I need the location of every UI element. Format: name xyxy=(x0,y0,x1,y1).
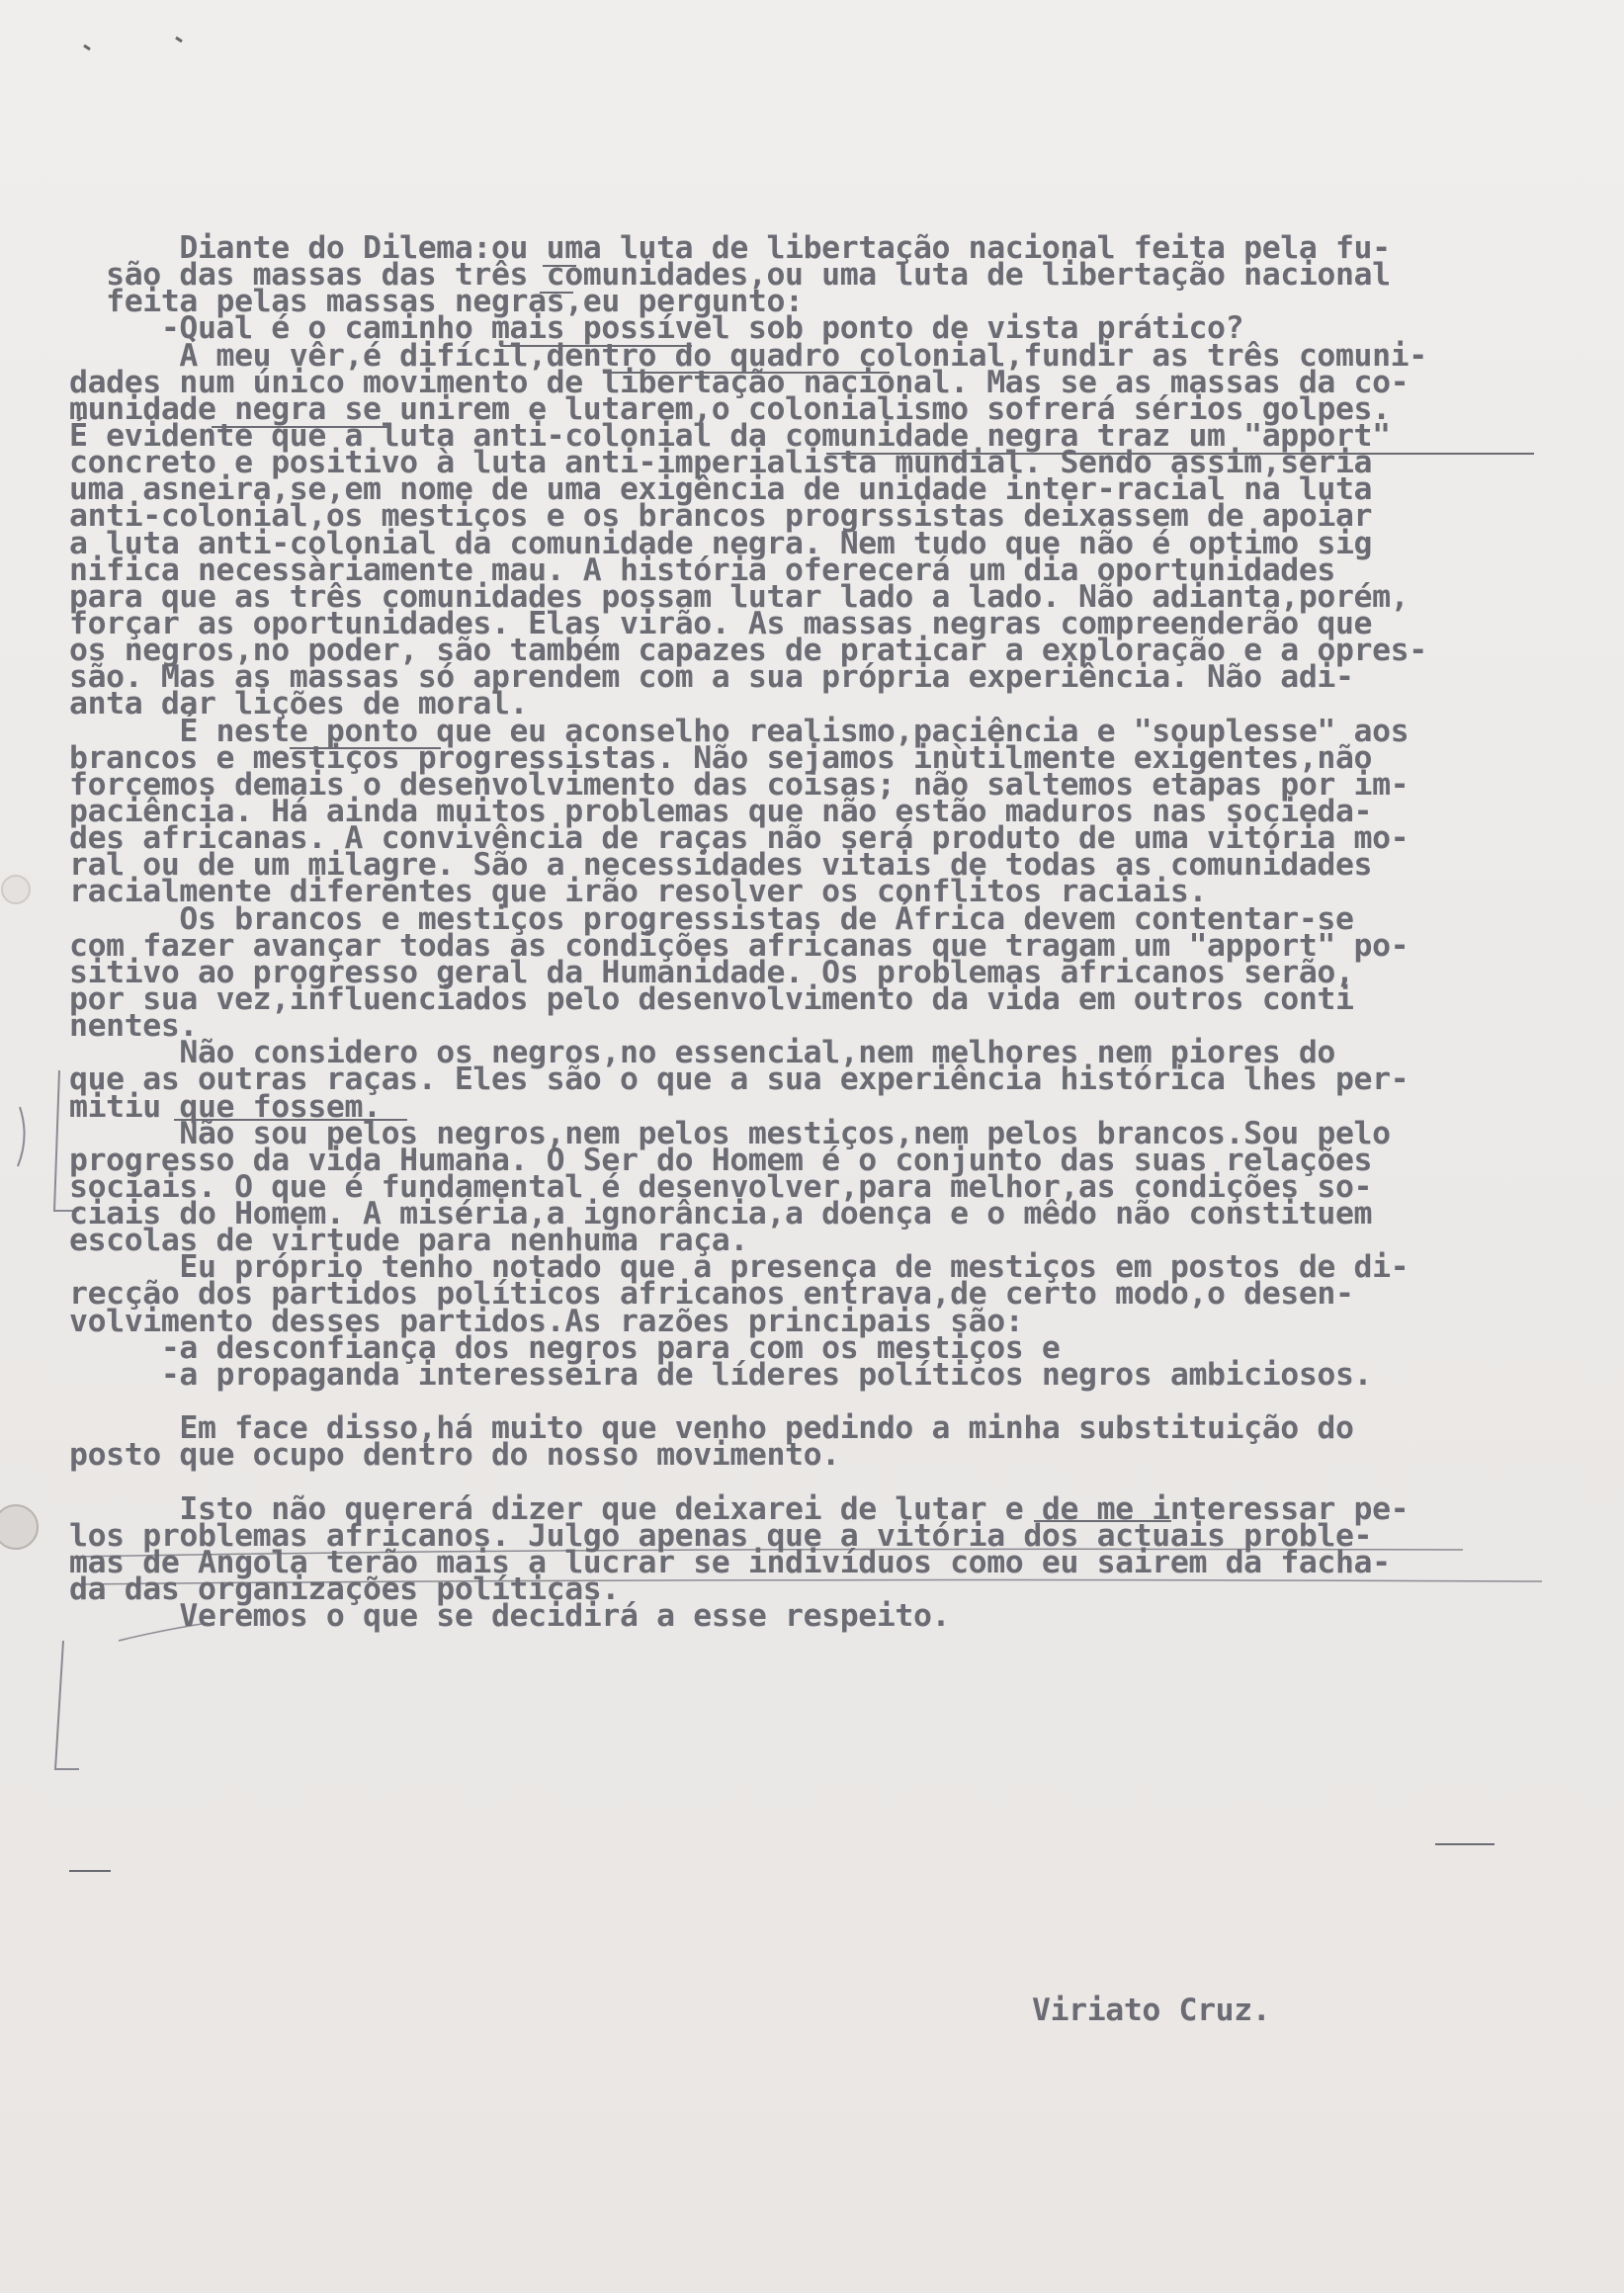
text-line: concreto e positivo à luta anti-imperialista mundial. Sendo assim,seria xyxy=(69,445,1373,481)
text-line: paciência. Há ainda muitos problemas que não estão maduros nas socieda- xyxy=(69,793,1373,829)
text-line: mas de Angola terão mais a lucrar se indivíduos como eu sairem da facha- xyxy=(69,1544,1391,1580)
text-line: los problemas africanos. Julgo apenas que a vitória dos actuais proble- xyxy=(69,1517,1373,1554)
text-line: -a propaganda interesseira de líderes políticos negros ambiciosos. xyxy=(69,1356,1373,1393)
text-line: Eu próprio tenho notado que a presença de mestiços em postos de di- xyxy=(69,1249,1410,1286)
text-line: são das massas das três comunidades,ou uma luta de libertação nacional xyxy=(69,257,1391,294)
text-line: que as outras raças. Eles são o que a sua experiência histórica lhes per- xyxy=(69,1062,1410,1098)
text-line: forcemos demais o desenvolvimento das coisas; não saltemos etapas por im- xyxy=(69,766,1410,803)
text-line: anti-colonial,os mestiços e os brancos progrssistas deixassem de apoiar xyxy=(69,498,1373,535)
margin-bracket xyxy=(55,1641,79,1769)
punch-hole-mark xyxy=(0,1505,38,1549)
text-line: ciais do Homem. A miséria,a ignorância,a doença e o mêdo não constituem xyxy=(69,1196,1373,1232)
text-line: Os brancos e mestiços progressistas de África devem contentar-se xyxy=(69,900,1354,937)
text-line: Não sou pelos negros,nem pelos mestiços,nem pelos brancos.Sou pelo xyxy=(69,1115,1391,1151)
stray-mark xyxy=(84,45,90,49)
text-line: É neste ponto que eu aconselho realismo,paciência e "souplesse" aos xyxy=(69,713,1410,749)
signature: Viriato Cruz. xyxy=(1032,1993,1271,2028)
text-line: Diante do Dilema:ou uma luta de libertação nacional feita pela fu- xyxy=(69,230,1391,266)
text-line: Veremos o que se decidirá a esse respeito. xyxy=(69,1598,951,1635)
text-line: os negros,no poder, são também capazes de praticar a exploração e a opres- xyxy=(69,633,1427,669)
text-line: feita pelas massas negras,eu pergunto: xyxy=(69,284,804,320)
text-line: sitivo ao progresso geral da Humanidade. Os problemas africanos serão, xyxy=(69,954,1354,990)
text-line: da das organizações políticas. xyxy=(69,1571,620,1608)
text-line: -Qual é o caminho mais possível sob ponto de vista prático? xyxy=(69,310,1244,347)
text-line: mitiu que fossem. xyxy=(69,1088,382,1125)
text-line: volvimento desses partidos.As razões principais são: xyxy=(69,1303,1024,1339)
text-line: racialmente diferentes que irão resolver os conflitos raciais. xyxy=(69,874,1208,910)
text-line: É evidente que a luta anti-colonial da comunidade negra traz um "apport" xyxy=(69,417,1391,454)
text-line: para que as três comunidades possam lutar lado a lado. Não adianta,porém, xyxy=(69,578,1410,615)
text-line: progresso da vida Humana. O Ser do Homem é o conjunto das suas relações xyxy=(69,1142,1373,1178)
text-line: são. Mas as massas só aprendem com a sua própria experiência. Não adi- xyxy=(69,659,1354,696)
text-line: uma asneira,se,em nome de uma exigência de unidade inter-racial na luta xyxy=(69,471,1373,508)
text-line: a luta anti-colonial da comunidade negra. Nem tudo que não é optimo sig xyxy=(69,525,1373,561)
text-line: A meu vêr,é difícil,dentro do quadro colonial,fundir as três comuni- xyxy=(69,337,1427,374)
text-line: Não considero os negros,no essencial,nem melhores nem piores do xyxy=(69,1035,1335,1071)
text-line: dades num único movimento de libertação nacional. Mas se as massas da co- xyxy=(69,364,1410,400)
text-line: ral ou de um milagre. São a necessidades vitais de todas as comunidades xyxy=(69,847,1373,884)
text-line: munidade negra se unirem e lutarem,o colonialismo sofrerá sérios golpes. xyxy=(69,390,1391,427)
text-line: forçar as oportunidades. Elas virão. As massas negras compreenderão que xyxy=(69,605,1373,641)
text-line: recção dos partidos políticos africanos entrava,de certo modo,o desen- xyxy=(69,1276,1354,1313)
text-line: nifica necessàriamente mau. A história oferecerá um dia oportunidades xyxy=(69,552,1335,588)
text-line: posto que ocupo dentro do nosso movimento. xyxy=(69,1437,840,1474)
text-line: por sua vez,influenciados pelo desenvolvimento da vida em outros conti xyxy=(69,980,1354,1017)
text-line: -a desconfiança dos negros para com os mestiços e xyxy=(69,1329,1061,1366)
text-line: Em face disso,há muito que venho pedindo a minha substituição do xyxy=(69,1410,1354,1447)
document-body xyxy=(69,230,1572,1635)
text-line: brancos e mestiços progressistas. Não sejamos inùtilmente exigentes,não xyxy=(69,739,1373,776)
text-line: nentes. xyxy=(69,1008,198,1045)
text-line: Isto não quererá dizer que deixarei de lutar e de me interessar pe- xyxy=(69,1490,1410,1527)
text-line: com fazer avançar todas as condições africanas que tragam um "apport" po- xyxy=(69,927,1410,964)
margin-mark xyxy=(18,1107,25,1166)
stray-mark xyxy=(176,38,182,42)
punch-hole-mark xyxy=(2,876,30,903)
text-line: anta dar lições de moral. xyxy=(69,686,529,722)
text-line: escolas de virtude para nenhuma raça. xyxy=(69,1223,748,1259)
text-line: des africanas. A convivência de raças não será produto de uma vitória mo- xyxy=(69,820,1410,857)
text-line: sociais. O que é fundamental é desenvolver,para melhor,as condições so- xyxy=(69,1168,1373,1205)
